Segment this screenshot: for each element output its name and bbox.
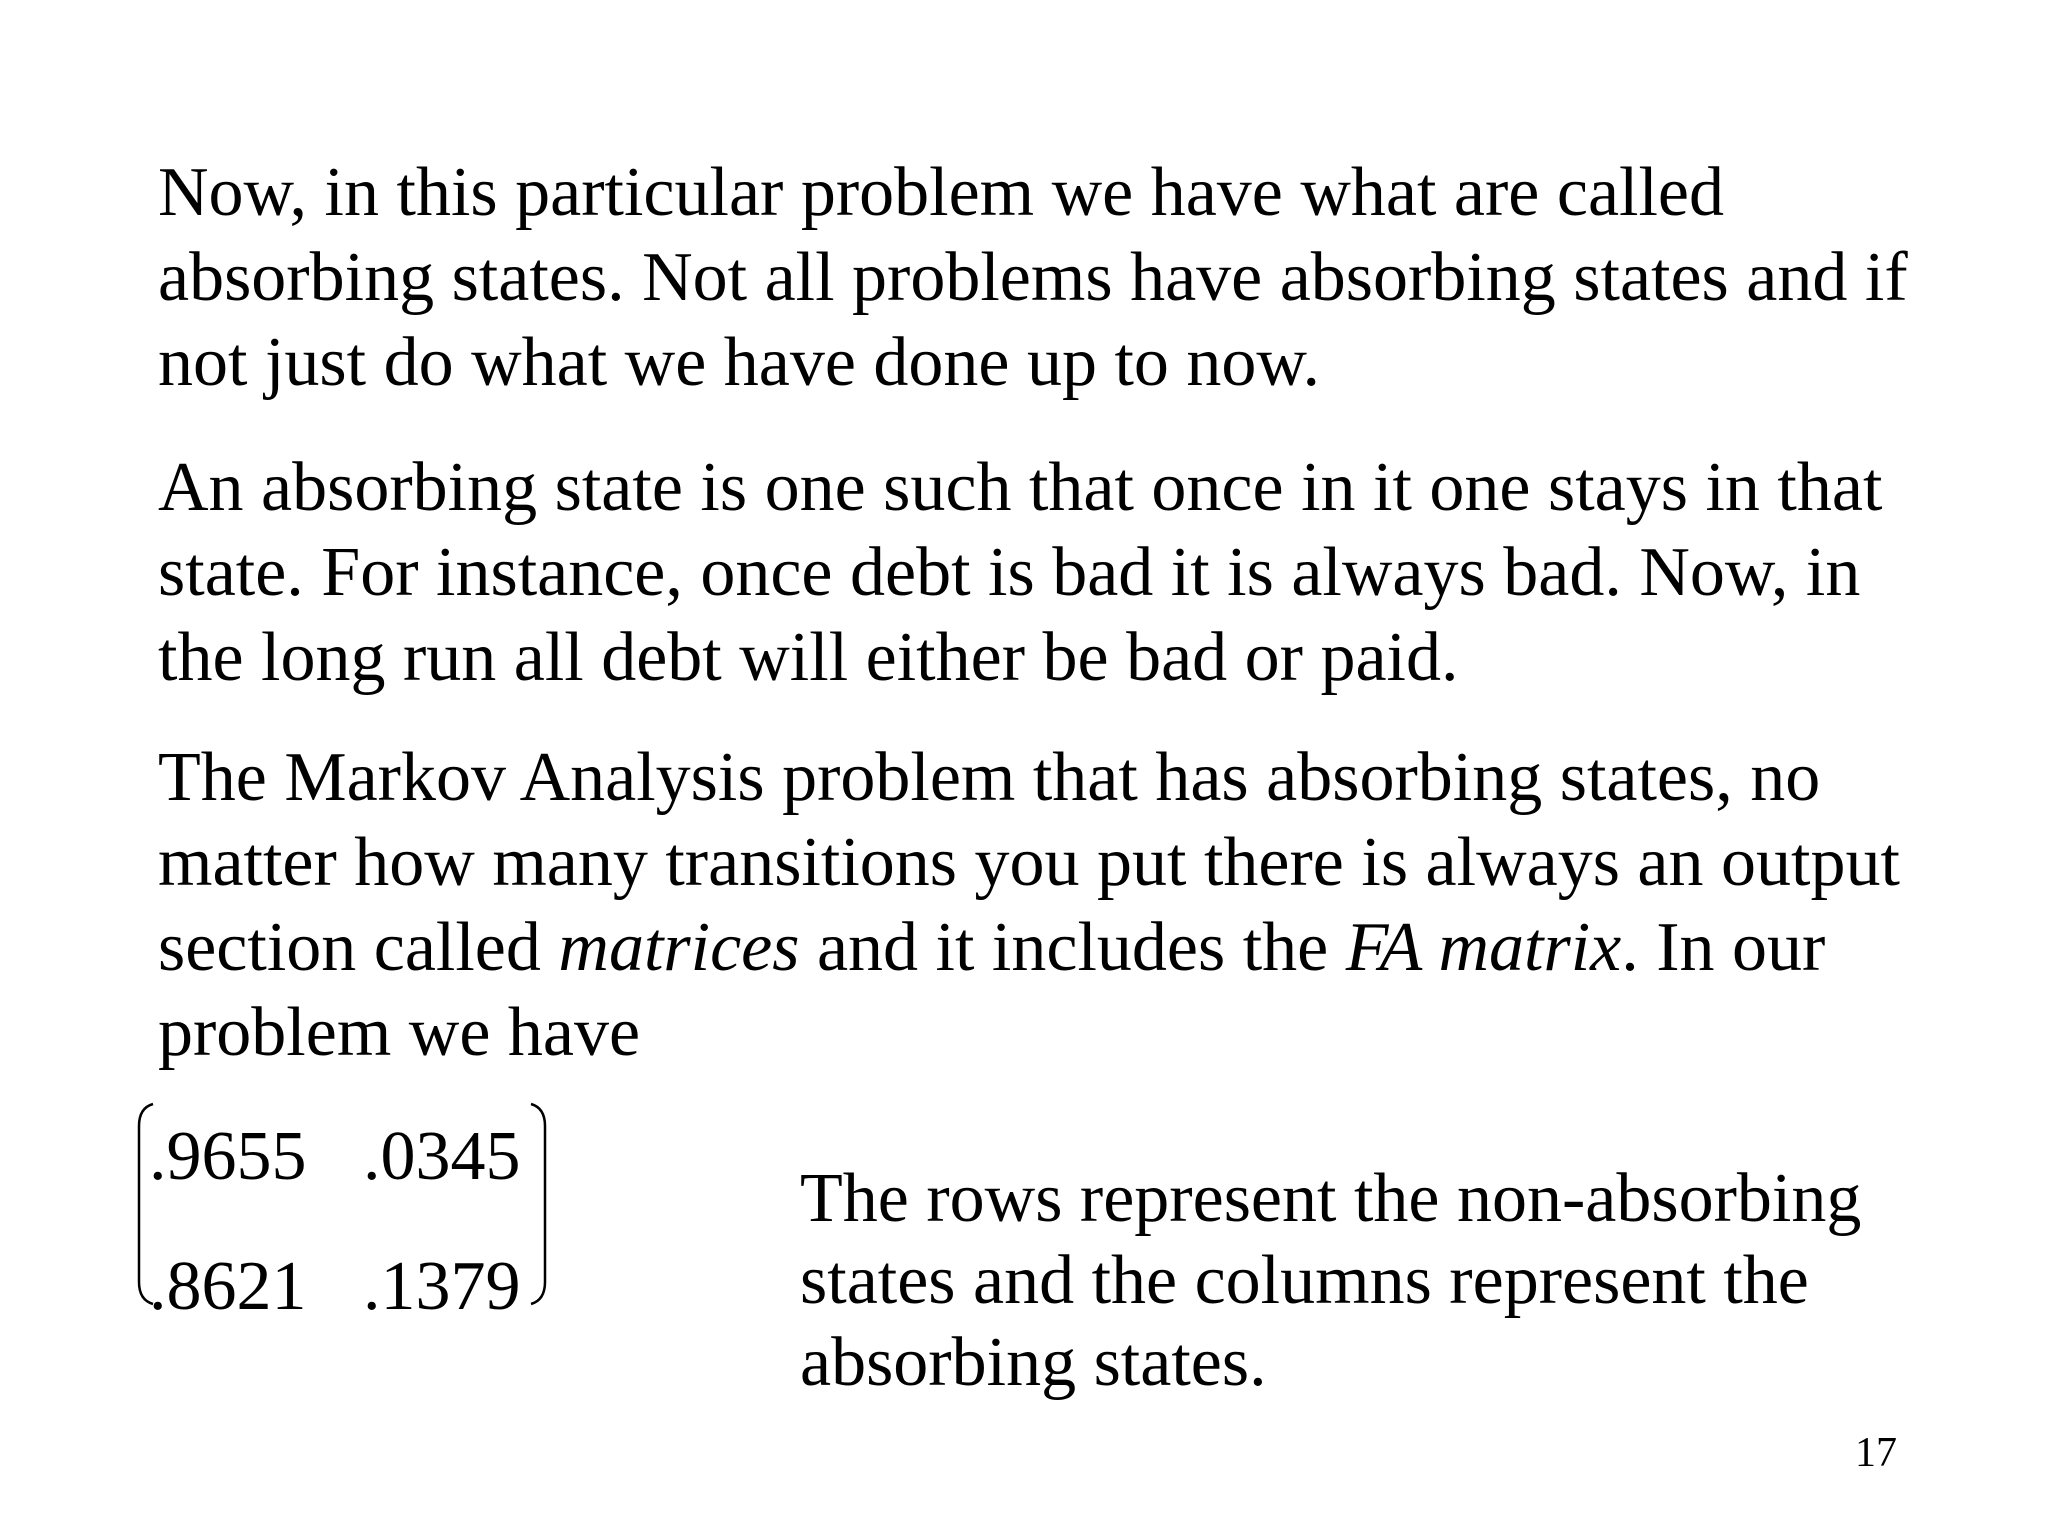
paragraph-text: . In our problem we have xyxy=(158,909,1826,1071)
matrix-explanation: The rows represent the non-absorbing states and the columns represent the absorbing states. xyxy=(800,1160,1862,1401)
page-number: 17 xyxy=(1855,1430,1897,1476)
right-paren xyxy=(531,1104,545,1304)
matrix-cell: .9655 xyxy=(149,1118,307,1195)
matrix-cell: .1379 xyxy=(363,1248,521,1325)
paragraph-absorbing-intro: Now, in this particular problem we have what are called absorbing states. Not all problems have absorbing states and if not just do what we have done up to now. xyxy=(158,154,1908,401)
paragraph-text: The Markov Analysis problem that has absorbing states, no matter how many transitions you put there is always an output section called xyxy=(158,739,1900,986)
matrices-term: matrices xyxy=(558,909,800,986)
paragraph-absorbing-definition: An absorbing state is one such that once in it one stays in that state. For instance, once debt is bad it is always bad. Now, in the long run all debt will either be bad or paid. xyxy=(158,449,1883,696)
fa-matrix-term: FA matrix xyxy=(1345,909,1622,986)
paragraph-text: and it includes the xyxy=(799,909,1346,986)
paragraph-fa-matrix xyxy=(158,735,1958,1075)
matrix-cell: .0345 xyxy=(363,1118,521,1195)
matrix-cell: .8621 xyxy=(149,1248,307,1325)
fa-matrix xyxy=(135,1098,565,1325)
